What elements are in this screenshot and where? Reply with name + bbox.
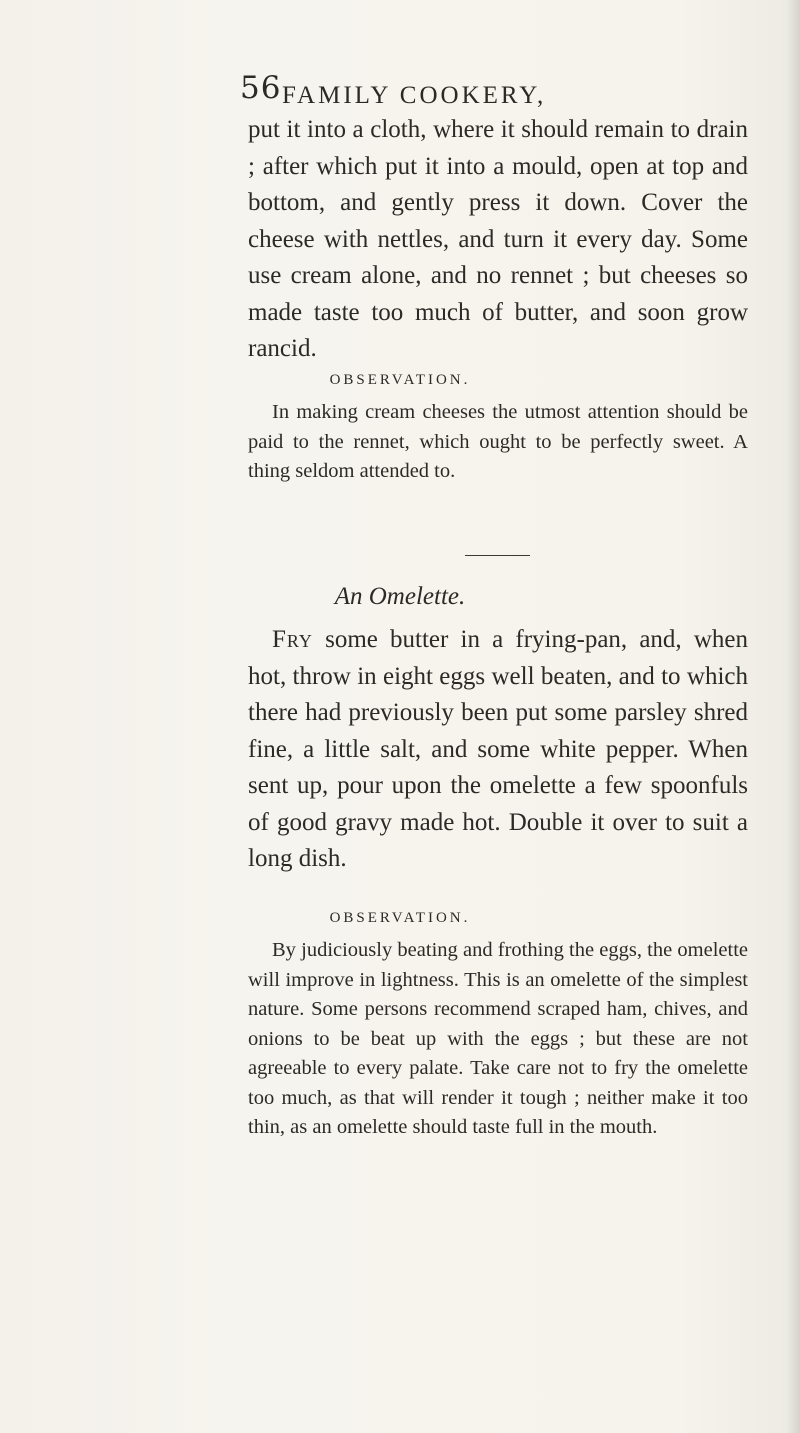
observation-heading-1: OBSERVATION. (329, 372, 471, 388)
page-header (0, 60, 800, 120)
observation-heading-2: OBSERVATION. (329, 910, 471, 926)
observation-paragraph-1: In making cream cheeses the utmost attention should be paid to the rennet, which ought to be perfectly sweet. A thing seldom attended to. (248, 401, 748, 482)
running-head: FAMILY COOKERY, (282, 82, 547, 109)
section-divider (465, 555, 530, 556)
continuation-paragraph: put it into a cloth, where it should remain to drain ; after which put it into a mould, open at top and bottom, and gently press it down. Cover the cheese with nettles, and turn it every day. Some use cream alone, and no rennet ; but cheeses so made taste too much of butter, and soon grow rancid. (248, 116, 748, 362)
recipe-body-text: some butter in a frying-pan, and, when hot, throw in eight eggs well beaten, and to which there had previously been put some parsley shred fine, a little salt, and some white pepper. When sent up, pour upon the omelette a few spoonfuls of good gravy made hot. Double it over to suit a long dish. (248, 626, 748, 872)
recipe-title: An Omelette. (334, 583, 466, 610)
page-number: 56 (240, 70, 282, 106)
recipe-first-word: Fry (272, 626, 313, 653)
recipe-paragraph (248, 622, 748, 878)
observation-paragraph-2: By judiciously beating and frothing the eggs, the omelette will improve in lightness. This is an omelette of the simplest nature. Some persons recommend scraped ham, chives, and onions to be beat up with the eggs ; but these are not agreeable to every palate. Take care not to fry the omelette too much, as that will render it tough ; neither make it too thin, as an omelette should taste full in the mouth. (248, 939, 748, 1138)
page-edge-shadow (786, 0, 800, 1433)
